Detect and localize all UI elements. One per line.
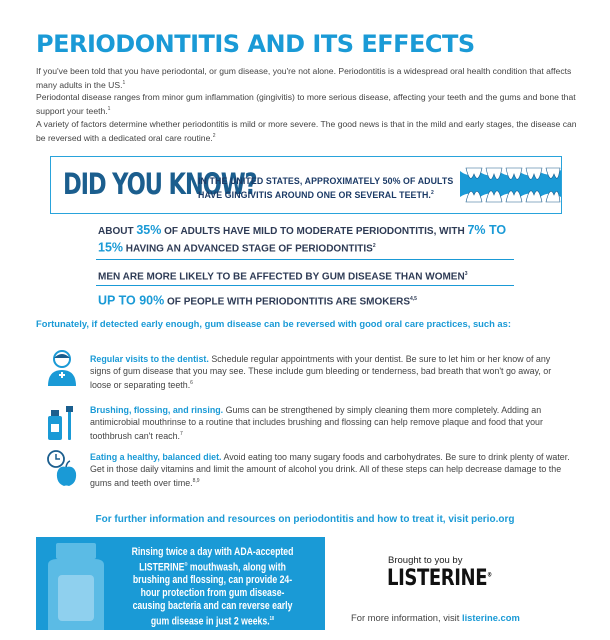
stat-smokers: UP TO 90% OF PEOPLE WITH PERIODONTITIS ARE SMOKERS$^{4,5}$ [98, 293, 417, 308]
more-info-line: For more information, visit listerine.com [351, 612, 520, 623]
teeth-illustration [460, 157, 561, 213]
dentist-icon [44, 348, 80, 388]
apple-clock-icon [44, 449, 80, 489]
stat-divider [96, 259, 514, 260]
brought-to-you-by: Brought to you by [388, 555, 463, 566]
listerine-link[interactable]: listerine.com [461, 612, 520, 623]
stat-adults-periodontitis: ABOUT 35% OF ADULTS HAVE MILD TO MODERATE PERIODONTITIS, WITH 7% TO 15% HAVING AN ADVANCED STAGE OF PERIODONTITIS$^2$ [98, 223, 507, 255]
intro-paragraph-2: Periodontal disease ranges from minor gum inflammation (gingivitis) to more serious disease, affecting your teeth and the gums and bone that support your teeth.$^1$ [36, 92, 576, 116]
intro-paragraph-3: A variety of factors determine whether periodontitis is mild or more severe. The good news is that in the mild and early stages, the disease can be reversed with a dedicated oral care routine.$^2$ [36, 119, 577, 143]
tip-dentist-visits: Regular visits to the dentist. Schedule regular appointments with your dentist. Be sure to let him or her know of any signs of gum disease that you may see. These include gum bleeding or tenderness, bad breath that won't go away, or loose or separating teeth.$^6$ [90, 354, 552, 390]
did-you-know-text: IN THE UNITED STATES, APPROXIMATELY 50% OF ADULTS HAVE GINGIVITIS AROUND ONE OR SEVERAL TEETH.$^2$ [198, 176, 454, 200]
tip-healthy-diet: Eating a healthy, balanced diet. Avoid eating too many sugary foods and carbohydrates. Be sure to drink plenty of water. Get in those daily vitamins and limit the amount of alcohol you drink. All of these steps can help decrease damage to the gums and teeth over time.$^{8,9}$ [90, 452, 570, 488]
listerine-logo: LISTERINE® [387, 566, 492, 591]
visit-perio-line: For further information and resources on periodontitis and how to treat it, visit perio.org [95, 514, 515, 525]
stat-divider [96, 285, 514, 286]
perio-link[interactable]: perio.org [471, 514, 515, 525]
tip-brushing-flossing: Brushing, flossing, and rinsing. Gums can be strengthened by simply cleaning them more completely. Adding an antimicrobial mouthrinse to a routine that includes brushing and flossing can help remove plaque and food that your toothbrush can't reach.$^7$ [90, 405, 543, 441]
did-you-know-heading: DID YOU KNOW? [63, 167, 257, 201]
stat-men-women: MEN ARE MORE LIKELY TO BE AFFECTED BY GUM DISEASE THAN WOMEN$^3$ [98, 271, 468, 283]
reversal-lead-text: Fortunately, if detected early enough, gum disease can be reversed with good oral care practices, such as: [36, 318, 511, 329]
page-title: PERIODONTITIS AND ITS EFFECTS [36, 30, 475, 58]
mouthwash-toothbrush-icon [44, 402, 80, 442]
intro-paragraph-1: If you've been told that you have periodontal, or gum disease, you're not alone. Periodontitis is a widespread oral health condition that affects many adults in the US.$^1$ [36, 66, 572, 90]
mouthwash-promo-text: Rinsing twice a day with ADA-accepted LISTERINE® mouthwash, along with brushing and flossing, can provide 24-hour protection from gum disease-causing bacteria and can reverse early gum disease in just 2 weeks.$^{10}$ [131, 546, 294, 628]
